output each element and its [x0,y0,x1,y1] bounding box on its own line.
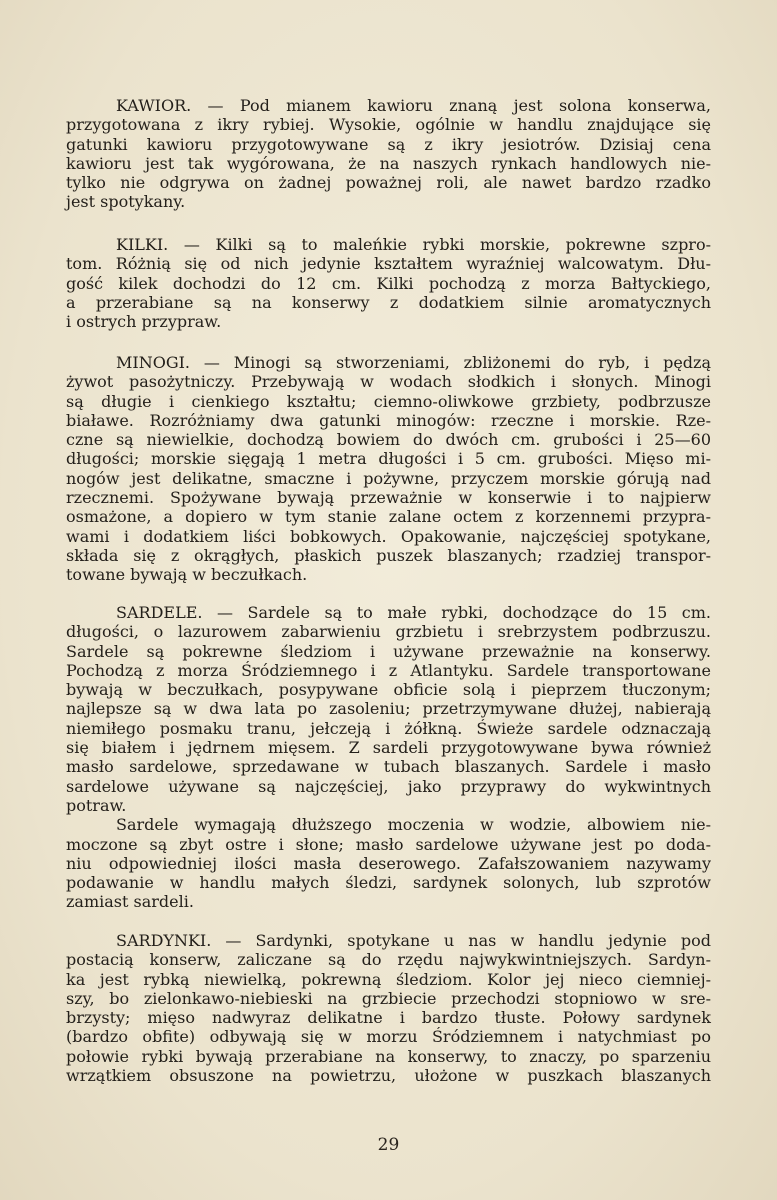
text-line: zamiast sardeli. [66,892,194,912]
section-kilki [66,235,711,331]
text-line: białawe. Rozróżniamy dwa gatunki minogów: rzeczne i morskie. Rze- [66,410,711,430]
text-line: długości; morskie sięgają 1 metra długości i 5 cm. grubości. Mięso mi- [66,449,711,469]
text-line: KAWIOR. — Pod mianem kawioru znaną jest solona konserwa, [116,96,711,115]
text-line: Sardele są pokrewne śledziom i używane przeważnie na konserwy. [66,641,711,661]
section-sardynki [66,931,711,1085]
text-line: wrzątkiem obsuszone na powietrzu, ułożone w puszkach blaszanych [66,1066,711,1086]
text-line: rzecznemi. Spożywane bywają przeważnie w konserwie i to najpierw [66,488,711,508]
text-line: żywot pasożytniczy. Przebywają w wodach słodkich i słonych. Minogi [66,372,711,392]
text-line: potraw. [66,795,127,815]
text-line: brzysty; mięso nadwyraz delikatne i bardzo tłuste. Połowy sardynek [66,1008,711,1028]
text-line: SARDYNKI. — Sardynki, spotykane u nas w handlu jedynie pod [116,931,711,950]
text-line: niu odpowiedniej ilości masła deserowego. Zafałszowaniem nazywamy [66,853,711,873]
text-line: osmażone, a dopiero w tym stanie zalane octem z korzennemi przypra- [66,507,711,527]
text-line: bywają w beczułkach, posypywane obficie solą i pieprzem tłuczonym; [66,680,711,700]
text-line: nogów jest delikatne, smaczne i pożywne, przyczem morskie górują nad [66,468,711,488]
text-line: towane bywają w beczułkach. [66,565,308,585]
text-line: gatunki kawioru przygotowywane są z ikry jesiotrów. Dzisiaj cena [66,134,711,154]
text-line: masło sardelowe, sprzedawane w tubach blaszanych. Sardele i masło [66,757,711,777]
text-line: sardelowe używane są najczęściej, jako przyprawy do wykwintnych [66,776,711,796]
text-line: szy, bo zielonkawo-niebieski na grzbiecie przechodzi stopniowo w sre- [66,988,711,1008]
section-sardele [66,603,711,912]
text-line: MINOGI. — Minogi są stworzeniami, zbliżonemi do ryb, i pędzą [116,353,711,372]
text-line: jest spotykany. [66,192,186,212]
text-line: składa się z okrągłych, płaskich puszek blaszanych; rzadziej transpor- [66,545,711,565]
text-line: tylko nie odgrywa on żadnej poważnej roli, ale nawet bardzo rzadko [66,173,711,193]
text-line: Pochodzą z morza Śródziemnego i z Atlantyku. Sardele transportowane [66,660,711,680]
text-line: i ostrych przypraw. [66,312,222,332]
text-line: tom. Różnią się od nich jedynie kształtem wyraźniej walcowatym. Dłu- [66,254,711,274]
text-line: podawanie w handlu małych śledzi, sardynek solonych, lub szprotów [66,873,711,893]
text-line: się białem i jędrnem mięsem. Z sardeli przygotowywane bywa również [66,738,711,758]
text-line: wami i dodatkiem liści bobkowych. Opakowanie, najczęściej spotykane, [66,526,711,546]
page-number: 29 [377,1135,400,1155]
section-kawior [66,96,711,212]
text-line: (bardzo obfite) odbywają się w morzu Śródziemnem i natychmiast po [66,1027,711,1047]
text-line: SARDELE. — Sardele są to małe rybki, dochodzące do 15 cm. [116,603,711,622]
section-minogi [66,353,711,585]
text-line: przygotowana z ikry rybiej. Wysokie, ogólnie w handlu znajdujące się [66,115,711,135]
text-line: połowie rybki bywają przerabiane na konserwy, to znaczy, po sparzeniu [66,1046,711,1066]
text-line: kawioru jest tak wygórowana, że na naszych rynkach handlowych nie- [66,153,711,173]
text-line: postacią konserw, zaliczane są do rzędu najwykwintniejszych. Sardyn- [66,950,711,970]
text-line: Sardele wymagają dłuższego moczenia w wodzie, albowiem nie- [116,815,711,835]
text-line: a przerabiane są na konserwy z dodatkiem silnie aromatycznych [66,292,711,312]
text-line: czne są niewielkie, dochodzą bowiem do dwóch cm. grubości i 25—60 [66,430,711,450]
text-line: długości, o lazurowem zabarwieniu grzbietu i srebrzystem podbrzuszu. [66,622,711,642]
text-line: moczone są zbyt ostre i słone; masło sardelowe używane jest po doda- [66,834,711,854]
text-line: są długie i cienkiego kształtu; ciemno-oliwkowe grzbiety, podbrzusze [66,391,711,411]
text-line: niemiłego posmaku tranu, jełczeją i żółkną. Świeże sardele odznaczają [66,718,711,738]
text-line: ka jest rybką niewielką, pokrewną śledziom. Kolor jej nieco ciemniej- [66,969,711,989]
text-line: najlepsze są w dwa lata po zasoleniu; przetrzymywane dłużej, nabierają [66,699,711,719]
text-line: KILKI. — Kilki są to maleńkie rybki morskie, pokrewne szpro- [116,235,711,254]
text-line: gość kilek dochodzi do 12 cm. Kilki pochodzą z morza Bałtyckiego, [66,273,711,293]
